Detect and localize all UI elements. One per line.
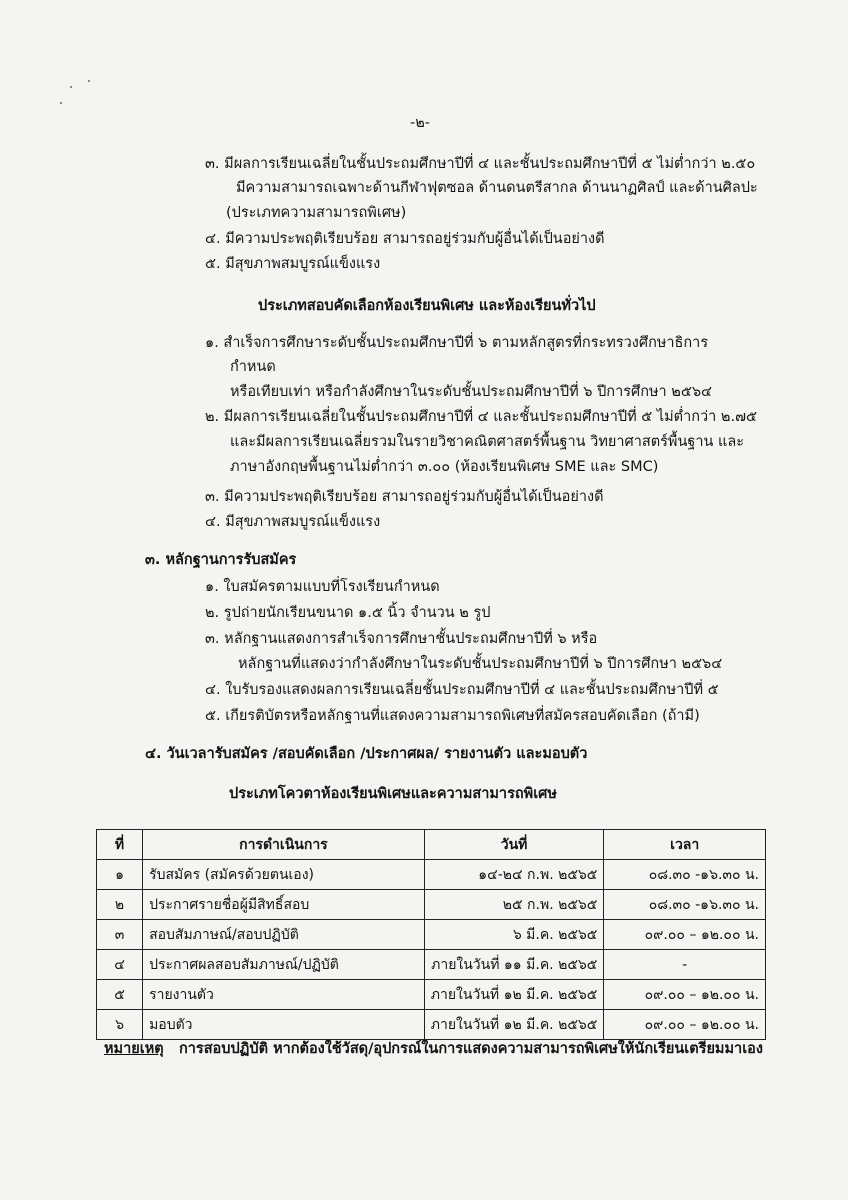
row-time: ๐๘.๓๐ -๑๖.๓๐ น. [604,890,766,920]
table-row [97,950,766,980]
table-row [97,920,766,950]
row-number: ๔ [97,950,143,980]
table-title: ประเภทโควตาห้องเรียนพิเศษและความสามารถพิเศษ [229,786,557,802]
list-item: หรือเทียบเท่า หรือกำลังศึกษาในระดับชั้นประถมศึกษาปีที่ ๖ ปีการศึกษา ๒๕๖๔ [230,384,713,400]
list-item: ๓. มีความประพฤติเรียบร้อย สามารถอยู่ร่วมกับผู้อื่นได้เป็นอย่างดี [205,489,604,505]
note-text: การสอบปฏิบัติ หากต้องใช้วัสดุ/อุปกรณ์ในการแสดงความสามารถพิเศษให้นักเรียนเตรียมมาเอง [179,1041,763,1057]
list-item: ๓. หลักฐานแสดงการสำเร็จการศึกษาชั้นประถมศึกษาปีที่ ๖ หรือ [205,631,598,647]
table-row [97,1010,766,1040]
table-row [97,860,766,890]
row-number: ๕ [97,980,143,1010]
row-action: ประกาศผลสอบสัมภาษณ์/ปฏิบัติ [143,950,425,980]
row-time: - [604,950,766,980]
section-heading: ๔. วันเวลารับสมัคร /สอบคัดเลือก /ประกาศผล/ รายงานตัว และมอบตัว [145,746,588,762]
list-item: ๓. มีผลการเรียนเฉลี่ยในชั้นประถมศึกษาปีที่ ๔ และชั้นประถมศึกษาปีที่ ๕ ไม่ต่ำกว่า ๒.๕๐ [205,156,756,172]
row-number: ๒ [97,890,143,920]
row-time: ๐๙.๐๐ – ๑๒.๐๐ น. [604,980,766,1010]
list-item: กำหนด [230,359,276,375]
list-item: ๔. มีความประพฤติเรียบร้อย สามารถอยู่ร่วมกับผู้อื่นได้เป็นอย่างดี [205,231,605,247]
section-heading: ๓. หลักฐานการรับสมัคร [145,552,297,568]
list-item: ๕. มีสุขภาพสมบูรณ์แข็งแรง [205,256,381,272]
list-item: ๒. รูปถ่ายนักเรียนขนาด ๑.๕ นิ้ว จำนวน ๒ รูป [205,605,491,621]
row-action: รับสมัคร (สมัครด้วยตนเอง) [143,860,425,890]
row-date: ภายในวันที่ ๑๑ มี.ค. ๒๕๖๕ [424,950,604,980]
list-item: (ประเภทความสามารถพิเศษ) [226,205,407,221]
list-item: และมีผลการเรียนเฉลี่ยรวมในรายวิชาคณิตศาสตร์พื้นฐาน วิทยาศาสตร์พื้นฐาน และ [230,434,745,450]
row-date: ๑๔-๒๔ ก.พ. ๒๕๖๕ [424,860,604,890]
column-header: วันที่ [424,830,604,860]
table-row [97,980,766,1010]
list-item: หลักฐานที่แสดงว่ากำลังศึกษาในระดับชั้นประถมศึกษาปีที่ ๖ ปีการศึกษา ๒๕๖๔ [238,656,723,672]
row-date: ๒๕ ก.พ. ๒๕๖๕ [424,890,604,920]
row-number: ๓ [97,920,143,950]
list-item: ภาษาอังกฤษพื้นฐานไม่ต่ำกว่า ๓.๐๐ (ห้องเรียนพิเศษ SME และ SMC) [230,459,659,475]
column-header: ที่ [97,830,143,860]
row-number: ๑ [97,860,143,890]
list-item: ๑. สำเร็จการศึกษาระดับชั้นประถมศึกษาปีที่ ๖ ตามหลักสูตรที่กระทรวงศึกษาธิการ [205,335,709,351]
row-time: ๐๙.๐๐ – ๑๒.๐๐ น. [604,920,766,950]
note-label: หมายเหตุ [104,1041,164,1057]
row-date: ภายในวันที่ ๑๒ มี.ค. ๒๕๖๕ [424,1010,604,1040]
row-number: ๖ [97,1010,143,1040]
list-item: ๕. เกียรติบัตรหรือหลักฐานที่แสดงความสามารถพิเศษที่สมัครสอบคัดเลือก (ถ้ามี) [205,708,700,724]
row-action: สอบสัมภาษณ์/สอบปฏิบัติ [143,920,425,950]
row-date: ๖ มี.ค. ๒๕๖๕ [424,920,604,950]
column-header: การดำเนินการ [143,830,425,860]
row-time: ๐๙.๐๐ – ๑๒.๐๐ น. [604,1010,766,1040]
column-header: เวลา [604,830,766,860]
list-item: ๔. ใบรับรองแสดงผลการเรียนเฉลี่ยชั้นประถมศึกษาปีที่ ๔ และชั้นประถมศึกษาปีที่ ๕ [205,682,719,698]
table-row [97,890,766,920]
row-action: มอบตัว [143,1010,425,1040]
row-date: ภายในวันที่ ๑๒ มี.ค. ๒๕๖๕ [424,980,604,1010]
schedule-table [96,829,766,1040]
list-item: มีความสามารถเฉพาะด้านกีฬาฟุตซอล ด้านดนตรีสากล ด้านนาฏศิลป์ และด้านศิลปะ [236,180,758,196]
list-item: ๔. มีสุขภาพสมบูรณ์แข็งแรง [205,514,381,530]
table-header-row [97,830,766,860]
list-item: ๑. ใบสมัครตามแบบที่โรงเรียนกำหนด [205,579,440,595]
row-action: ประกาศรายชื่อผู้มีสิทธิ์สอบ [143,890,425,920]
section-heading: ประเภทสอบคัดเลือกห้องเรียนพิเศษ และห้องเรียนทั่วไป [258,298,596,314]
row-action: รายงานตัว [143,980,425,1010]
page-number: -๒- [410,115,431,131]
row-time: ๐๘.๓๐ -๑๖.๓๐ น. [604,860,766,890]
list-item: ๒. มีผลการเรียนเฉลี่ยในชั้นประถมศึกษาปีที่ ๔ และชั้นประถมศึกษาปีที่ ๕ ไม่ต่ำกว่า ๒.๗๕ [205,409,757,425]
